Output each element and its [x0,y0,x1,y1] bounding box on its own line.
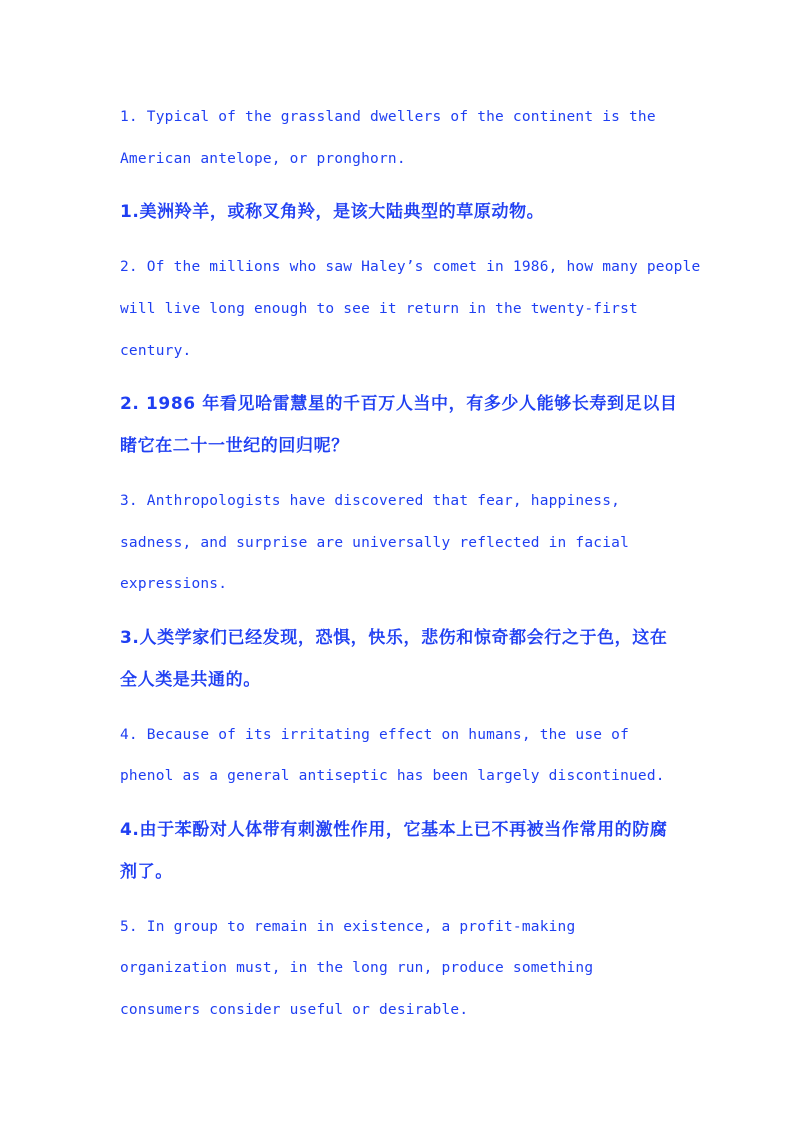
text-line: expressions. [120,576,228,592]
text-line: will live long enough to see it return in the twenty-first [120,301,638,317]
text-line: century. [120,343,192,359]
text-line: 剂了。 [120,862,173,882]
text-line: 4.由于苯酚对人体带有刺激性作用，它基本上已不再被当作常用的防腐 [120,820,668,840]
text-line: phenol as a general antiseptic has been largely discontinued. [120,768,665,784]
text-line: 1. Typical of the grassland dwellers of the continent is the [120,109,656,125]
text-line: 5. In group to remain in existence, a profit-making [120,919,576,935]
text-line: organization must, in the long run, produce something [120,960,594,976]
text-line: 4. Because of its irritating effect on humans, the use of [120,727,629,743]
text-line: American antelope, or pronghorn. [120,151,406,167]
text-line: 3.人类学家们已经发现，恐惧，快乐，悲伤和惊奇都会行之于色，这在 [120,628,668,648]
text-line: 睹它在二十一世纪的回归呢？ [120,436,349,456]
text-line: 2. 1986 年看见哈雷慧星的千百万人当中，有多少人能够长寿到足以目 [120,394,678,414]
text-line: 3. Anthropologists have discovered that fear, happiness, [120,493,621,509]
text-line: 2. Of the millions who saw Haley’s comet in 1986, how many people [120,259,701,275]
text-line: sadness, and surprise are universally reflected in facial [120,535,629,551]
text-line: 全人类是共通的。 [120,670,261,690]
text-line: 1.美洲羚羊，或称叉角羚，是该大陆典型的草原动物。 [120,202,545,222]
text-line: consumers consider useful or desirable. [120,1002,469,1018]
